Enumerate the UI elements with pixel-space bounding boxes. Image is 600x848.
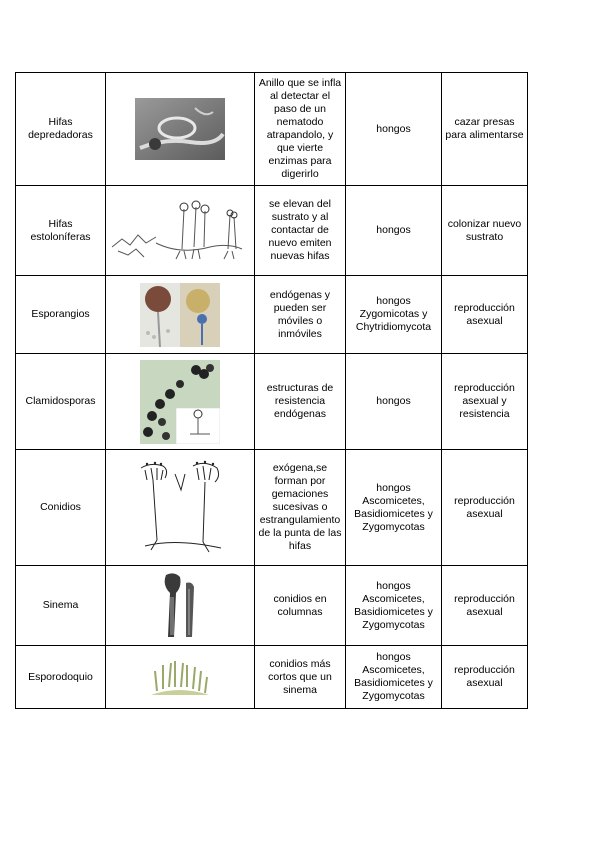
structure-function: reproducción asexual (442, 646, 528, 709)
structure-function: colonizar nuevo sustrato (442, 186, 528, 276)
table-row (16, 276, 528, 354)
structure-group: hongos (346, 186, 442, 276)
structure-function: reproducción asexual (442, 566, 528, 646)
structure-group: hongos (346, 73, 442, 186)
structure-name: Conidios (16, 450, 106, 566)
table-row (16, 186, 528, 276)
structure-image-cell (106, 566, 255, 646)
structure-description: se elevan del sustrato y al contactar de nuevo emiten nuevas hifas (255, 186, 346, 276)
fungal-structures-table (15, 72, 528, 709)
structure-description: Anillo que se infla al detectar el paso de un nematodo atrapandolo, y que vierte enzimas para digerirlo (255, 73, 346, 186)
table-row (16, 73, 528, 186)
structure-function: reproducción asexual y resistencia (442, 354, 528, 450)
structure-image-cell (106, 73, 255, 186)
hifas-depredadoras-photo (135, 98, 225, 160)
structure-name: Hifas depredadoras (16, 73, 106, 186)
structure-name: Esporodoquio (16, 646, 106, 709)
clamidosporas-photo (140, 360, 220, 444)
structure-name: Sinema (16, 566, 106, 646)
conidios-drawing (135, 460, 225, 556)
structure-function: reproducción asexual (442, 450, 528, 566)
table-row (16, 566, 528, 646)
esporangios-photo (140, 283, 220, 347)
structure-description: endógenas y pueden ser móviles o inmóviles (255, 276, 346, 354)
structure-name: Hifas estoloníferas (16, 186, 106, 276)
structure-function: cazar presas para alimentarse (442, 73, 528, 186)
table-row (16, 450, 528, 566)
esporodoquio-drawing (149, 657, 211, 697)
structure-group: hongos Ascomicetes, Basidiomicetes y Zygomycotas (346, 566, 442, 646)
structure-group: hongos Ascomicetes, Basidiomicetes y Zygomycotas (346, 646, 442, 709)
structure-image-cell (106, 276, 255, 354)
table-row (16, 646, 528, 709)
structure-group: hongos (346, 354, 442, 450)
structure-name: Clamidosporas (16, 354, 106, 450)
structure-name: Esporangios (16, 276, 106, 354)
structure-image-cell (106, 450, 255, 566)
structure-image-cell (106, 354, 255, 450)
structure-image-cell (106, 186, 255, 276)
structure-description: estructuras de resistencia endógenas (255, 354, 346, 450)
sinema-drawing (160, 573, 200, 639)
table-row (16, 354, 528, 450)
structure-description: exógena,se forman por gemaciones sucesivas o estrangulamiento de la punta de las hifas (255, 450, 346, 566)
structure-image-cell (106, 646, 255, 709)
structure-group: hongos Zygomicotas y Chytridiomycota (346, 276, 442, 354)
structure-description: conidios en columnas (255, 566, 346, 646)
structure-function: reproducción asexual (442, 276, 528, 354)
hifas-estoloniferas-drawing (110, 199, 250, 263)
structure-description: conidios más cortos que un sinema (255, 646, 346, 709)
structure-group: hongos Ascomicetes, Basidiomicetes y Zygomycotas (346, 450, 442, 566)
